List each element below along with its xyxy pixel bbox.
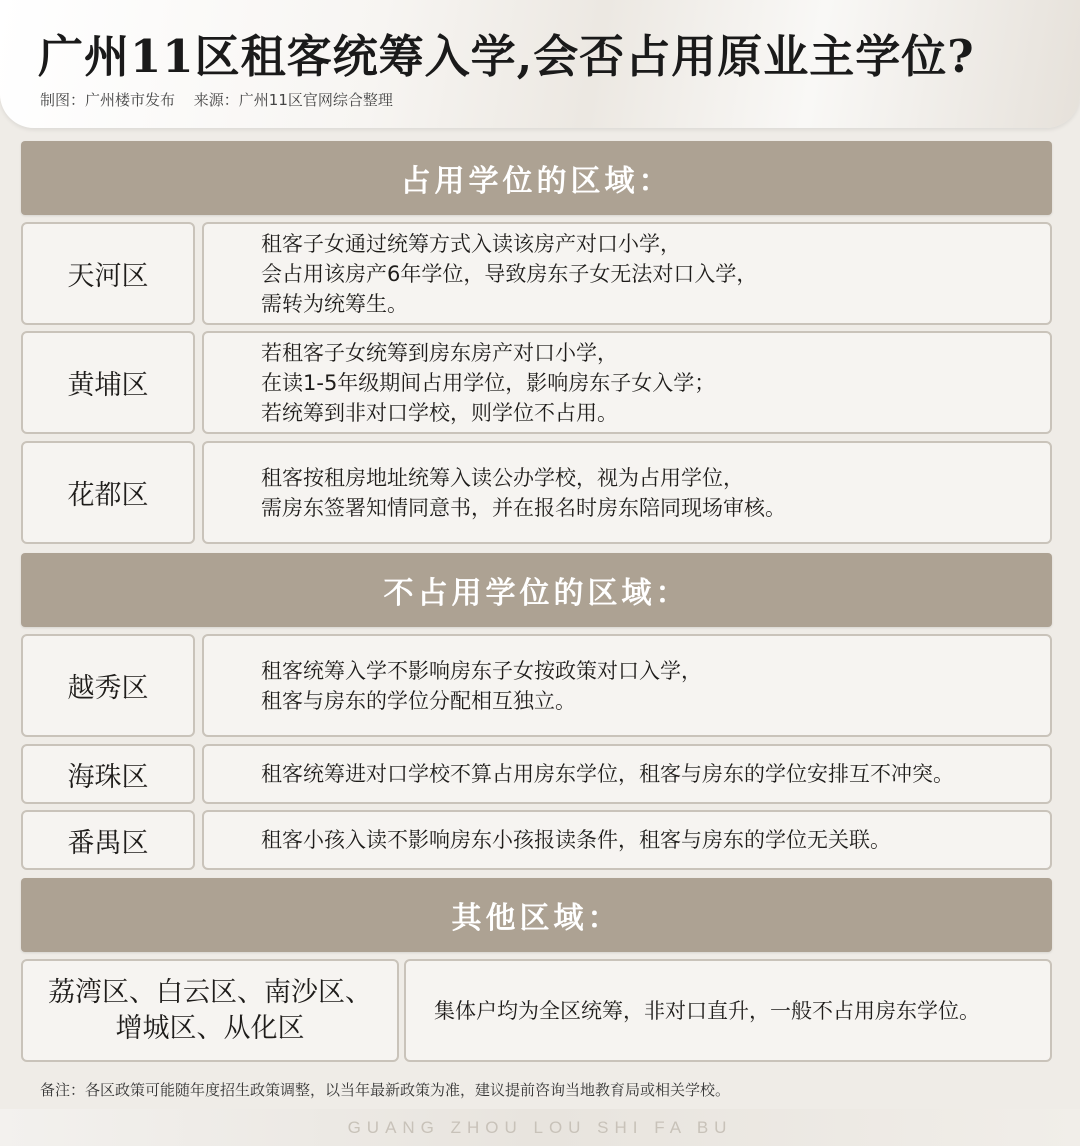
header-banner: [0, 0, 1080, 128]
desc-line: 租客小孩入读不影响房东小孩报读条件，租客与房东的学位无关联。: [261, 828, 891, 852]
desc-line: 若租客子女统筹到房东房产对口小学，: [261, 340, 618, 365]
desc-line: 租客统筹进对口学校不算占用房东学位，租客与房东的学位安排互不冲突。: [261, 762, 954, 786]
other-districts-line1: 荔湾区、白云区、南沙区、: [48, 976, 372, 1008]
footer-watermark: GUANG ZHOU LOU SHI FA BU: [0, 1109, 1080, 1146]
district-name-haizhu: 海珠区: [21, 744, 195, 804]
district-desc-huangpu: [202, 331, 1052, 434]
section-heading-not-occupy: 不占用学位的区域：: [21, 553, 1052, 627]
district-name-huadu: 花都区: [21, 441, 195, 544]
district-desc-yuexiu: [202, 634, 1052, 737]
district-desc-tianhe: [202, 222, 1052, 325]
desc-line: 租客统筹入学不影响房东子女按政策对口入学，: [261, 658, 702, 683]
desc-line: 租客子女通过统筹方式入读该房产对口小学，: [261, 231, 681, 256]
desc-line: 需转为统筹生。: [261, 291, 408, 316]
section-heading-other: 其他区域：: [21, 878, 1052, 952]
district-desc-other: [404, 959, 1052, 1062]
page-title: 广州11区租客统筹入学,会否占用原业主学位?: [38, 30, 975, 83]
desc-line: 在读1-5年级期间占用学位，影响房东子女入学；: [261, 370, 716, 395]
district-name-huangpu: 黄埔区: [21, 331, 195, 434]
desc-line: 若统筹到非对口学校，则学位不占用。: [261, 400, 618, 425]
district-name-other: [21, 959, 399, 1062]
section-heading-occupy: 占用学位的区域：: [21, 141, 1052, 215]
district-name-yuexiu: 越秀区: [21, 634, 195, 737]
desc-line: 需房东签署知情同意书，并在报名时房东陪同现场审核。: [261, 495, 786, 520]
district-desc-haizhu: [202, 744, 1052, 804]
district-desc-huadu: [202, 441, 1052, 544]
desc-line: 会占用该房产6年学位，导致房东子女无法对口入学，: [261, 261, 758, 286]
credit-source: 来源：广州11区官网综合整理: [193, 91, 393, 109]
district-name-panyu: 番禺区: [21, 810, 195, 870]
district-desc-panyu: [202, 810, 1052, 870]
footnote: 备注：各区政策可能随年度招生政策调整，以当年最新政策为准，建议提前咨询当地教育局或相关学校。: [40, 1081, 731, 1099]
district-name-tianhe: 天河区: [21, 222, 195, 325]
other-districts-line2: 增城区、从化区: [115, 1012, 305, 1044]
credits: [40, 89, 393, 110]
desc-line: 租客与房东的学位分配相互独立。: [261, 688, 576, 713]
desc-line: 集体户均为全区统筹，非对口直升，一般不占用房东学位。: [434, 998, 980, 1023]
desc-line: 租客按租房地址统筹入读公办学校，视为占用学位，: [261, 465, 744, 490]
credit-maker: 制图：广州楼市发布: [40, 91, 176, 109]
